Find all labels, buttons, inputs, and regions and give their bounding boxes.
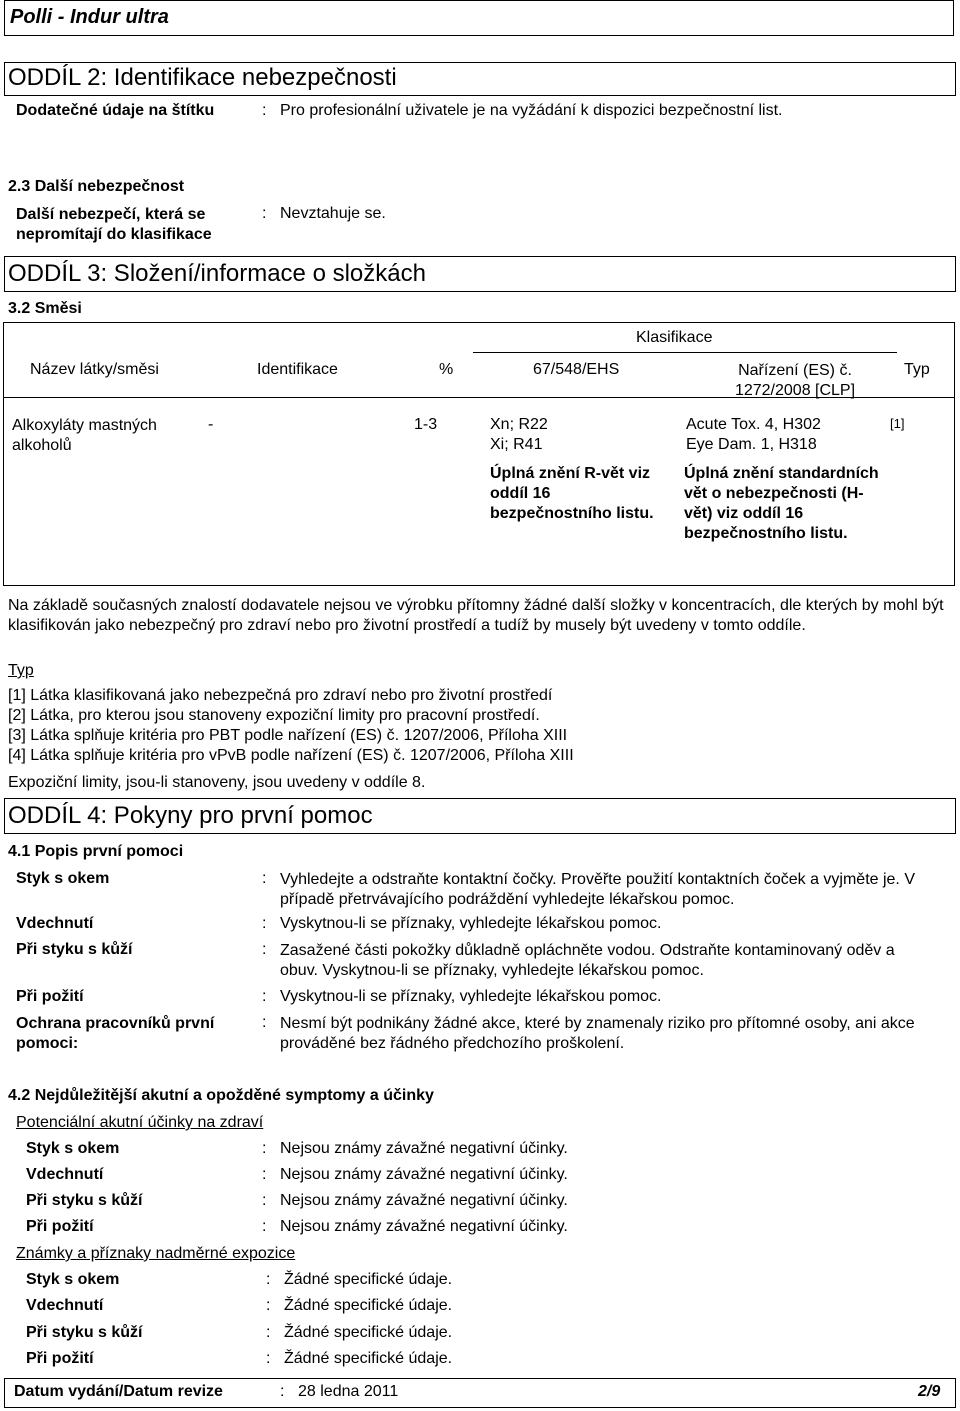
first-aid-eye-colon: :	[262, 870, 267, 887]
first-aid-protection-label: Ochrana pracovníků první pomoci:	[16, 1015, 215, 1052]
acute-ingestion-label: Při požití	[26, 1218, 94, 1235]
exposure-note: Expoziční limity, jsou-li stanoveny, jsou uvedeny v oddíle 8.	[8, 774, 426, 791]
klasifikace-heading: Klasifikace	[636, 329, 713, 346]
over-skin-colon: :	[266, 1324, 271, 1341]
first-aid-inhalation-colon: :	[262, 915, 267, 932]
extra-label: Dodatečné údaje na štítku	[16, 102, 215, 119]
first-aid-ingestion-colon: :	[262, 988, 267, 1005]
typ-note-2: [2] Látka, pro kterou jsou stanoveny expoziční limity pro pracovní prostředí.	[8, 707, 540, 724]
acute-skin-colon: :	[262, 1192, 267, 1209]
first-aid-protection-colon: :	[262, 1014, 267, 1031]
overexposure-heading: Známky a příznaky nadměrné expozice	[16, 1245, 296, 1262]
first-aid-inhalation-value: Vyskytnou-li se příznaky, vyhledejte lékařskou pomoc.	[280, 915, 662, 932]
composition-paragraph: Na základě současných znalostí dodavatele nejsou ve výrobku přítomny žádné další složky v koncentracích, dle kterých by mohl být klasifikován jako nebezpečný pro zdraví nebo pro životní prostředí a tudíž by musely být uvedeny v tomto oddíle.	[8, 597, 944, 634]
acute-skin-label: Při styku s kůží	[26, 1192, 143, 1209]
section2-title: ODDÍL 2: Identifikace nebezpečnosti	[8, 64, 397, 91]
subsection-4-1-title: 4.1 Popis první pomoci	[8, 843, 184, 860]
over-eye-label: Styk s okem	[26, 1271, 120, 1288]
first-aid-ingestion-value: Vyskytnou-li se příznaky, vyhledejte lékařskou pomoc.	[280, 988, 662, 1005]
ehs-class-2: Xi; R41	[490, 436, 543, 453]
substance-percent: 1-3	[414, 416, 438, 433]
over-ingestion-value: Žádné specifické údaje.	[284, 1350, 453, 1367]
first-aid-skin-colon: :	[262, 941, 267, 958]
acute-eye-colon: :	[262, 1140, 267, 1157]
over-eye-value: Žádné specifické údaje.	[284, 1271, 453, 1288]
first-aid-eye-label: Styk s okem	[16, 870, 110, 887]
other-hazards-label: Další nebezpečí, která se nepromítají do klasifikace	[16, 206, 212, 243]
col-clp-header: Nařízení (ES) č. 1272/2008 [CLP]	[734, 362, 856, 399]
over-eye-colon: :	[266, 1271, 271, 1288]
clp-note: Úplná znění standardních vět o nebezpečnosti (H-vět) viz oddíl 16 bezpečnostního listu.	[684, 465, 879, 542]
over-ingestion-colon: :	[266, 1350, 271, 1367]
ehs-class-1: Xn; R22	[490, 416, 548, 433]
footer-colon: :	[280, 1383, 285, 1400]
acute-skin-value: Nejsou známy závažné negativní účinky.	[280, 1192, 568, 1209]
other-hazards-value: Nevztahuje se.	[280, 205, 386, 222]
first-aid-ingestion-label: Při požití	[16, 988, 84, 1005]
over-skin-label: Při styku s kůží	[26, 1324, 143, 1341]
typ-note-4: [4] Látka splňuje kritéria pro vPvB podle nařízení (ES) č. 1207/2006, Příloha XIII	[8, 747, 574, 764]
other-hazards-colon: :	[262, 205, 267, 222]
page-number: 2/9	[918, 1383, 941, 1400]
typ-note-3: [3] Látka splňuje kritéria pro PBT podle nařízení (ES) č. 1207/2006, Příloha XIII	[8, 727, 568, 744]
over-ingestion-label: Při požití	[26, 1350, 94, 1367]
acute-inhalation-value: Nejsou známy závažné negativní účinky.	[280, 1166, 568, 1183]
acute-eye-value: Nejsou známy závažné negativní účinky.	[280, 1140, 568, 1157]
klasifikace-divider	[473, 352, 897, 353]
acute-ingestion-colon: :	[262, 1218, 267, 1235]
section3-title: ODDÍL 3: Složení/informace o složkách	[8, 260, 426, 287]
first-aid-protection-value: Nesmí být podnikány žádné akce, které by znamenaly riziko pro přítomné osoby, ani akce prováděné bez řádného předchozího proškolení.	[280, 1015, 915, 1052]
footer-date-value: 28 ledna 2011	[298, 1383, 399, 1400]
section4-title: ODDÍL 4: Pokyny pro první pomoc	[8, 802, 373, 829]
substance-identification: -	[208, 416, 214, 433]
col-name-header: Název látky/směsi	[30, 361, 159, 378]
over-inhalation-label: Vdechnutí	[26, 1297, 104, 1314]
over-inhalation-colon: :	[266, 1297, 271, 1314]
subsection-4-2-title: 4.2 Nejdůležitější akutní a opožděné symptomy a účinky	[8, 1087, 434, 1104]
subsection-3-2-title: 3.2 Směsi	[8, 300, 82, 317]
substance-type: [1]	[890, 416, 905, 431]
ehs-note: Úplná znění R-vět viz oddíl 16 bezpečnostního listu.	[490, 465, 654, 522]
acute-inhalation-label: Vdechnutí	[26, 1166, 104, 1183]
clp-class-1: Acute Tox. 4, H302	[686, 416, 821, 433]
acute-ingestion-value: Nejsou známy závažné negativní účinky.	[280, 1218, 568, 1235]
col-percent-header: %	[439, 361, 454, 378]
document-title: Polli - Indur ultra	[10, 6, 169, 28]
extra-value: Pro profesionální uživatele je na vyžádání k dispozici bezpečnostní list.	[280, 102, 783, 119]
subsection-2-3-title: 2.3 Další nebezpečnost	[8, 178, 185, 195]
clp-class-2: Eye Dam. 1, H318	[686, 436, 817, 453]
first-aid-skin-label: Při styku s kůží	[16, 941, 133, 958]
acute-eye-label: Styk s okem	[26, 1140, 120, 1157]
typ-heading: Typ	[8, 662, 34, 679]
col-ehs-header: 67/548/EHS	[533, 361, 620, 378]
acute-effects-heading: Potenciální akutní účinky na zdraví	[16, 1114, 264, 1131]
first-aid-inhalation-label: Vdechnutí	[16, 915, 94, 932]
col-id-header: Identifikace	[257, 361, 338, 378]
substance-name: Alkoxyláty mastných alkoholů	[12, 417, 157, 454]
col-type-header: Typ	[904, 361, 930, 378]
over-inhalation-value: Žádné specifické údaje.	[284, 1297, 453, 1314]
footer-date-label: Datum vydání/Datum revize	[14, 1383, 223, 1400]
first-aid-skin-value: Zasažené části pokožky důkladně opláchněte vodou. Odstraňte kontaminovaný oděv a obuv. Vyskytnou-li se příznaky, vyhledejte lékařskou pomoc.	[280, 942, 895, 979]
extra-colon: :	[262, 102, 267, 119]
acute-inhalation-colon: :	[262, 1166, 267, 1183]
typ-note-1: [1] Látka klasifikovaná jako nebezpečná pro zdraví nebo pro životní prostředí	[8, 687, 553, 704]
over-skin-value: Žádné specifické údaje.	[284, 1324, 453, 1341]
first-aid-eye-value: Vyhledejte a odstraňte kontaktní čočky. Prověřte použití kontaktních čoček a vyjměte je. V případě přetrvávajícího podráždění vyhledejte lékařskou pomoc.	[280, 871, 915, 908]
